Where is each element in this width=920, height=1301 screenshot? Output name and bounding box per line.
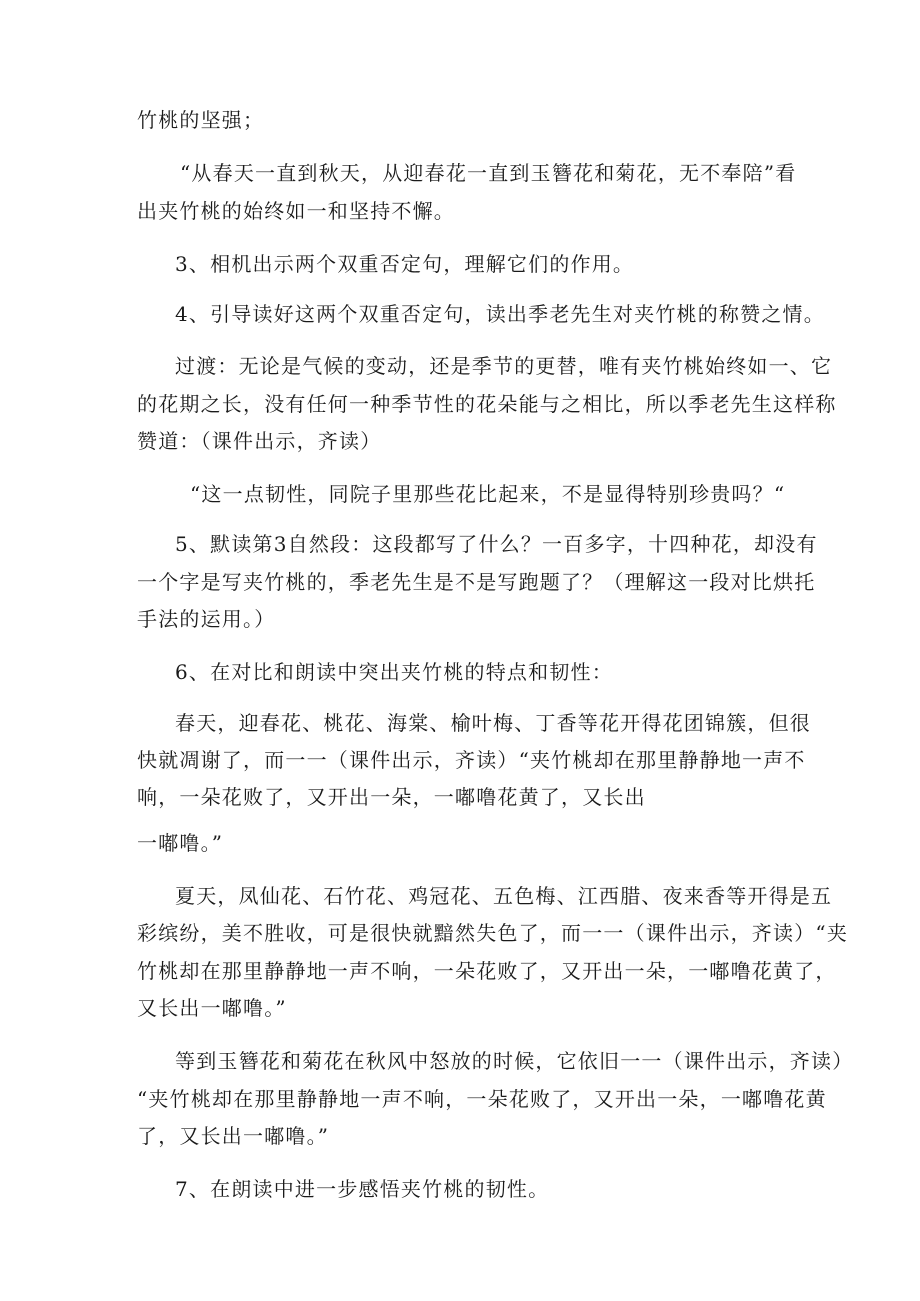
- text-line: “这一点韧性，同院子里那些花比起来，不是显得特别珍贵吗？“: [190, 482, 786, 506]
- text-line: 5、默读第3自然段：这段都写了什么？一百多字，十四种花，却没有: [175, 532, 818, 556]
- text-line: 7、在朗读中进一步感悟夹竹桃的韧性。: [175, 1177, 550, 1201]
- text-line: 4、引导读好这两个双重否定句，读出季老先生对夹竹桃的称赞之情。: [175, 302, 825, 326]
- text-line: “从春天一直到秋天，从迎春花一直到玉簪花和菊花，无不奉陪”看: [180, 161, 797, 185]
- text-line: 响，一朵花败了，又开出一朵，一嘟噜花黄了，又长出: [137, 785, 646, 809]
- text-line: 彩缤纷，美不胜收，可是很快就黯然失色了，而一一（课件出示，齐读）“夹: [137, 921, 849, 945]
- text-line: 一个字是写夹竹桃的，季老先生是不是写跑题了？（理解这一段对比烘托: [137, 570, 816, 594]
- text-line: 的花期之长，没有任何一种季节性的花朵能与之相比，所以季老先生这样称: [137, 392, 837, 416]
- text-line: 手法的运用。）: [137, 607, 276, 631]
- text-line: 了，又长出一嘟噜。”: [137, 1124, 330, 1148]
- text-line: 6、在对比和朗读中突出夹竹桃的特点和韧性：: [175, 660, 613, 684]
- text-line: 出夹竹桃的始终如一和坚持不懈。: [137, 199, 455, 223]
- text-line: 快就凋谢了，而一一（课件出示，齐读）“夹竹桃却在那里静静地一声不: [137, 748, 806, 772]
- text-line: 过渡：无论是气候的变动，还是季节的更替，唯有夹竹桃始终如一、它: [175, 354, 833, 378]
- text-line: 竹桃却在那里静静地一声不响，一朵花败了，又开出一朵，一嘟噜花黄了，: [137, 959, 837, 983]
- text-line: 一嘟噜。”: [137, 831, 224, 855]
- text-line: “夹竹桃却在那里静静地一声不响，一朵花败了，又开出一朵，一嘟噜花黄: [137, 1087, 827, 1111]
- text-line: 3、相机出示两个双重否定句，理解它们的作用。: [175, 252, 635, 276]
- text-line: 赞道：（课件出示，齐读）: [137, 429, 382, 453]
- text-line: 夏天，凤仙花、石竹花、鸡冠花、五色梅、江西腊、夜来香等开得是五: [175, 884, 833, 908]
- text-line: 又长出一嘟噜。”: [137, 996, 287, 1020]
- text-line: 竹桃的坚强；: [137, 108, 265, 132]
- text-line: 春天，迎春花、桃花、海棠、榆叶梅、丁香等花开得花团锦簇，但很: [175, 711, 811, 735]
- text-line: 等到玉簪花和菊花在秋风中怒放的时候，它依旧一一（课件出示，齐读）: [175, 1049, 854, 1073]
